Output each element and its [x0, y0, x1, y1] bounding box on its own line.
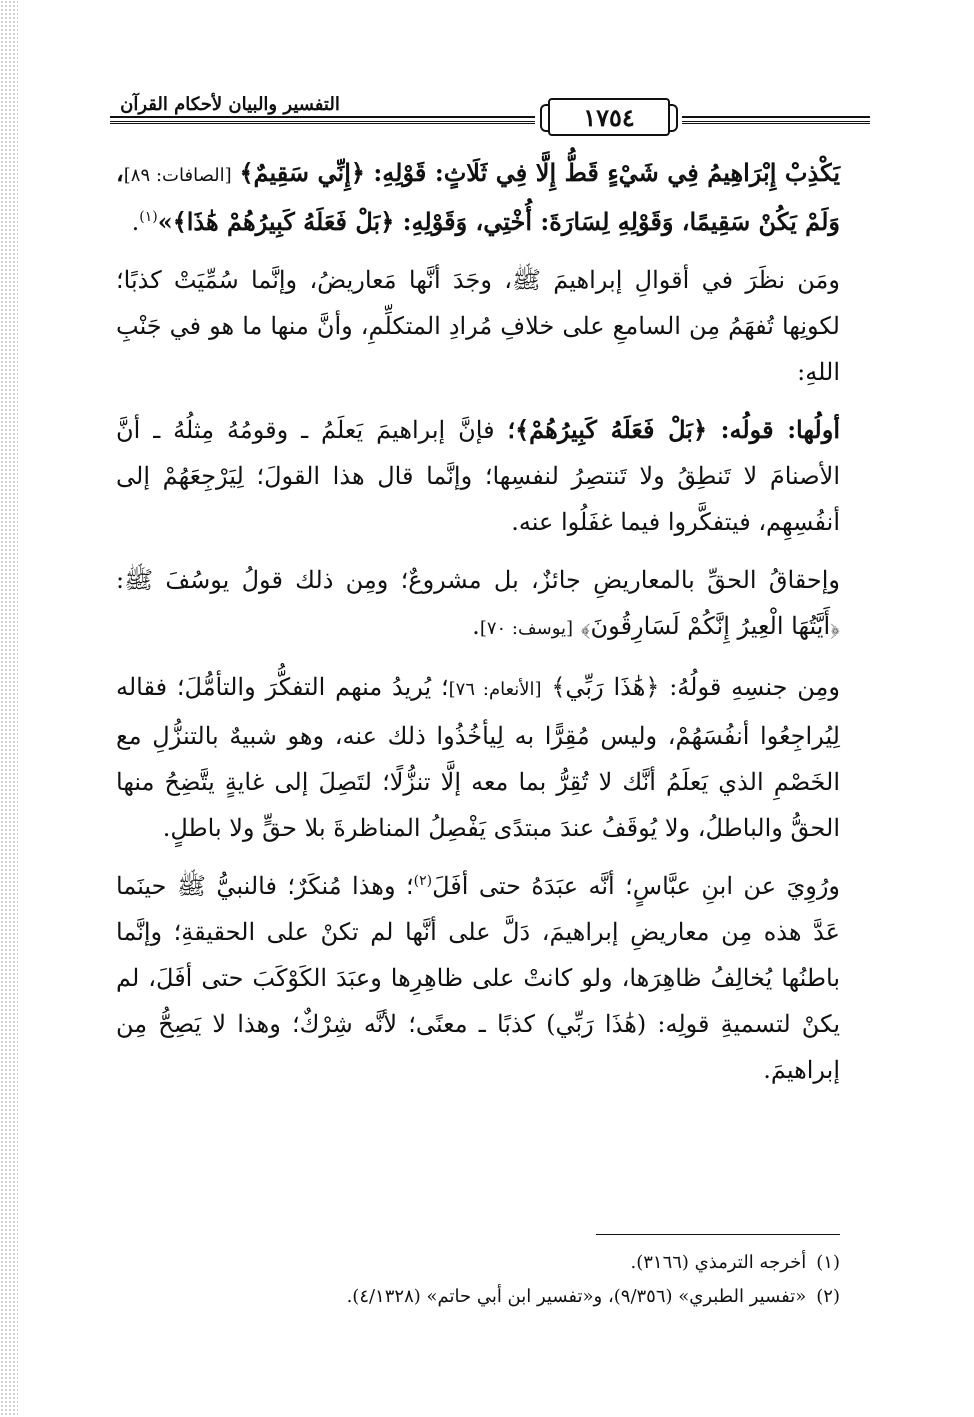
- header-rule-right: [682, 116, 870, 122]
- paragraph-body: فإنَّ إبراهيمَ يَعلَمُ ـ وقومُهُ مِثلُهُ ـ أنَّ الأصنامَ لا تَنطِقُ ولا تَنتصِرُ لنفسِها؛ وإنَّما قال هذا القولَ؛ لِيَرْجِعَهُمْ إلى أنفُسِهِم، فيتفكَّروا فيما غفَلُوا عنه.: [116, 416, 840, 536]
- paragraph-body: ومِن جنسِهِ قولُهُ: ﴿هَٰذَا رَبِّي﴾: [551, 673, 840, 701]
- footnote-number: (١): [816, 1252, 840, 1273]
- main-text: [116, 150, 840, 1105]
- paragraph-body-continued: ؛ وهذا مُنكَرٌ؛ فالنبيُّ ﷺ حينَما عَدَّ هذه مِن معاريضِ إبراهيمَ، دَلَّ على أنَّها لم تكنْ على الحقيقةِ؛ وإنَّما باطنُها يُخالِفُ ظاهِرَها، ولو كانتْ على ظاهِرِها وعبَدَ الكَوْكَبَ حتى أفَلَ، لم يكنْ لتسميةِ قولِه: (هَٰذَا رَبِّي) كذبًا ـ معنًى؛ لأنَّه شِرْكٌ؛ وهذا لا يَصِحُّ مِن إبراهيمَ.: [116, 872, 841, 1084]
- paragraph-body-continued: ؛ يُريدُ منهم التفكُّرَ والتأمُّلَ؛ فقاله لِيُراجِعُوا أنفُسَهُمْ، وليس مُقِرًّا به لِيأخُذُوا ذلك عنه، وهو شبيهٌ بالتنزُّلِ مع الخَصْمِ الذي يَعلَمُ أنَّك لا تُقِرُّ بما معه إلَّا تنزُّلًا؛ لتَصِلَ إلى غايةٍ يتَّضِحُ منها الحقُّ والباطلُ، ولا يُوقَفُ عندَ مبتدًى يَفْصِلُ المناظرةَ بلا حقٍّ ولا باطلٍ.: [116, 673, 840, 842]
- paragraph-body: وإحقاقُ الحقِّ بالمعاريضِ جائزٌ، بل مشروعٌ؛ ومِن ذلك قولُ يوسُفَ ﷺ: ﴿أَيَّتُهَا الْعِيرُ إِنَّكُمْ لَسَارِقُونَ﴾: [116, 566, 840, 640]
- footnote-text: «تفسير الطبري» (٩/٣٥٦)، و«تفسير ابن أبي حاتم» (٤/١٣٢٨).: [346, 1286, 807, 1307]
- paragraph-first-point: [116, 407, 840, 545]
- hadith-text: يَكْذِبْ إِبْرَاهِيمُ فِي شَيْءٍ قَطُّ إِلَّا فِي ثَلَاثٍ: قَوْلِهِ: ﴿إِنِّي سَقِيمٌ﴾: [239, 158, 841, 187]
- paragraph-yusuf: [116, 557, 840, 652]
- sentence-end: .: [472, 612, 480, 640]
- footnote-marker: (١): [139, 209, 158, 225]
- quran-reference: [الصافات: ٨٩]: [123, 165, 232, 186]
- hadith-text-continued: ، وَلَمْ يَكُنْ سَقِيمًا، وَقَوْلِهِ لِسَارَةَ: أُخْتِي، وَقَوْلِهِ: ﴿بَلْ فَعَلَهُ كَبِيرُهُمْ هَٰذَا﴾»: [116, 158, 840, 236]
- page-header: [110, 96, 870, 142]
- scan-edge-noise: [0, 0, 18, 1417]
- quran-reference: [يوسف: ٧٠]: [479, 618, 574, 639]
- paragraph-hadith: [116, 150, 840, 245]
- paragraph-text: ومَن نظَرَ في أقوالِ إبراهيمَ ﷺ، وجَدَ أنَّها مَعاريضُ، وإنَّما سُمِّيَتْ كذبًا؛ لكونِها تُفهَمُ مِن السامعِ على خلافِ مُرادِ المتكلِّمِ، وأنَّ منها ما هو في جَنْبِ اللهِ:: [116, 266, 840, 386]
- footnote-separator: [596, 1234, 840, 1235]
- footnote-item: [116, 1246, 840, 1280]
- paragraph-body: ورُوِيَ عن ابنِ عبَّاسٍ؛ أنَّه عبَدَهُ حتى أفَلَ: [432, 872, 841, 900]
- footnote-text: أخرجه الترمذي (٣١٦٦).: [630, 1252, 807, 1273]
- running-title: التفسير والبيان لأحكام القرآن: [120, 94, 340, 115]
- quran-reference: [الأنعام: ٧٦]: [448, 679, 542, 700]
- paragraph-hadha-rabbi: [116, 664, 840, 851]
- header-rule-left-inner: [110, 123, 535, 124]
- paragraph-ibn-abbas: [116, 863, 840, 1093]
- sentence-end: .: [131, 208, 140, 236]
- header-rule-right-inner: [682, 123, 870, 124]
- header-rule-left: [110, 116, 535, 122]
- footnote-number: (٢): [816, 1286, 840, 1307]
- footnote-item: [116, 1280, 840, 1314]
- paragraph-lead: أولُها: قولُه: ﴿بَلْ فَعَلَهُ كَبِيرُهُمْ﴾؛: [507, 415, 840, 444]
- footnote-marker: (٢): [413, 873, 433, 889]
- page-number: ١٧٥٤: [548, 98, 670, 136]
- footnotes: [116, 1246, 840, 1314]
